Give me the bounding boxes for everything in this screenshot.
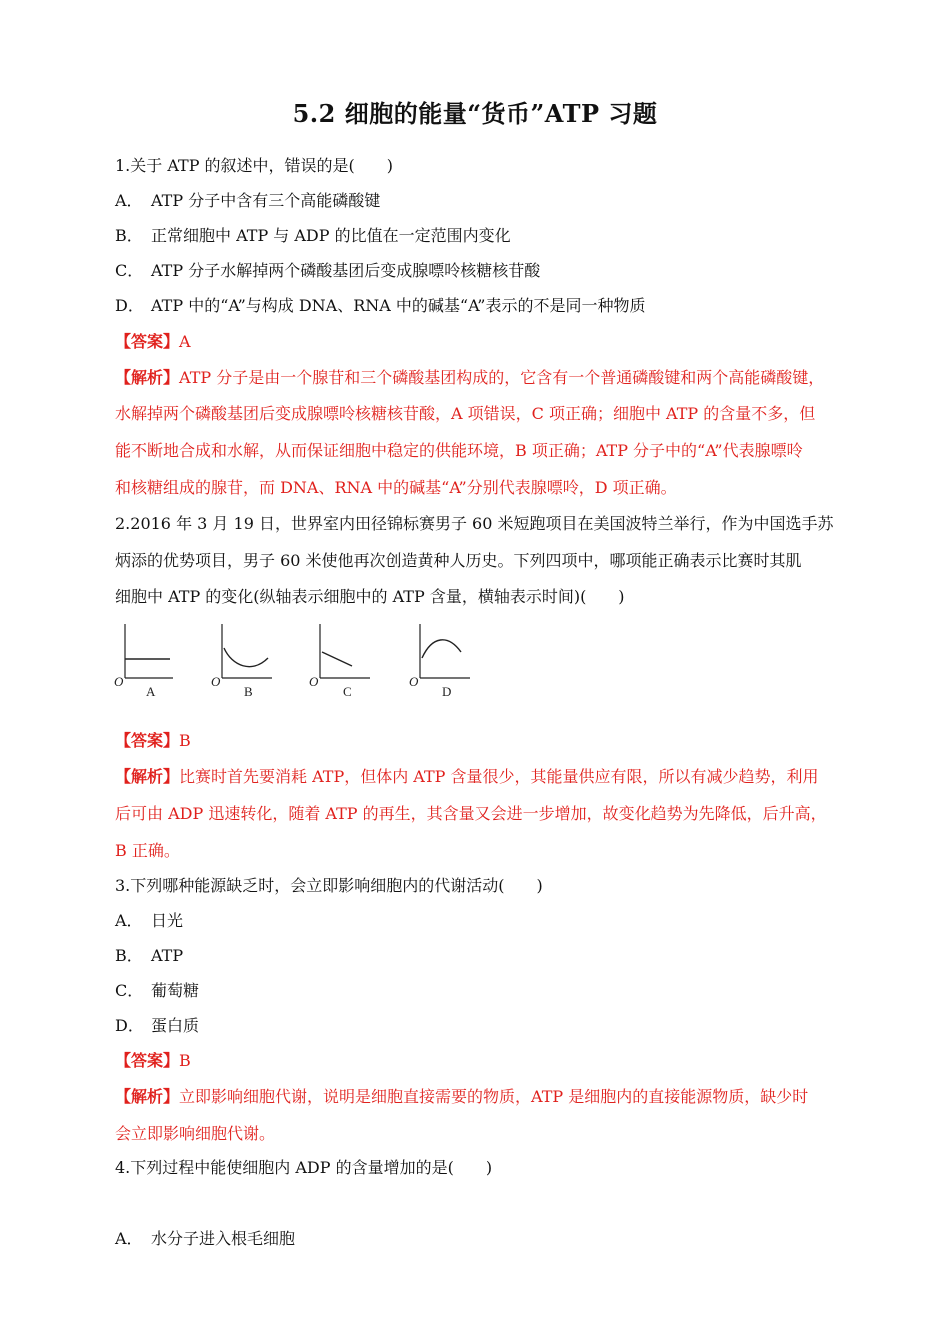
- q2-analysis-line: 后可由 ADP 迅速转化，随着 ATP 的再生，其含量又会进一步增加，故变化趋势为先降低，后升高，: [115, 804, 827, 823]
- q1-option-b: B． 正常细胞中 ATP 与 ADP 的比值在一定范围内变化: [115, 226, 511, 245]
- graph-label: D: [442, 684, 452, 699]
- q2-stem-line: 炳添的优势项目，男子 60 米使他再次创造黄种人历史。下列四项中，哪项能正确表示比赛时其肌: [115, 551, 802, 570]
- atp-curve: [224, 648, 268, 667]
- q1-stem: 1.关于 ATP 的叙述中，错误的是( ): [115, 156, 394, 175]
- page-title: 5.2 细胞的能量“货币”ATP 习题: [292, 99, 658, 128]
- q1-analysis-line: 和核糖组成的腺苷，而 DNA、RNA 中的碱基“A”分别代表腺嘌呤，D 项正确。: [115, 478, 677, 497]
- q1-analysis-line: 【解析】ATP 分子是由一个腺苷和三个磷酸基团构成的，它含有一个普通磷酸键和两个高能磷酸键，: [115, 368, 825, 387]
- q1-analysis-line: 水解掉两个磷酸基团后变成腺嘌呤核糖核苷酸，A 项错误，C 项正确；细胞中 ATP 的含量不多，但: [115, 404, 816, 423]
- graph-label: A: [146, 684, 156, 699]
- q3-stem: 3.下列哪种能源缺乏时，会立即影响细胞内的代谢活动( ): [115, 876, 543, 895]
- q2-stem-line: 细胞中 ATP 的变化(纵轴表示细胞中的 ATP 含量，横轴表示时间)( ): [115, 587, 625, 606]
- atp-curve: [322, 652, 352, 666]
- q1-answer: 【答案】A: [115, 332, 191, 351]
- origin-label: O: [309, 674, 319, 689]
- q1-option-c: C． ATP 分子水解掉两个磷酸基团后变成腺嘌呤核糖核苷酸: [115, 261, 541, 280]
- graph-d: [409, 624, 470, 699]
- q3-analysis-line: 会立即影响细胞代谢。: [115, 1124, 276, 1143]
- origin-label: O: [409, 674, 419, 689]
- q4-stem: 4.下列过程中能使细胞内 ADP 的含量增加的是( ): [115, 1158, 493, 1177]
- graph-label: C: [343, 684, 352, 699]
- q3-option-c: C． 葡萄糖: [115, 981, 200, 1000]
- origin-label: O: [211, 674, 221, 689]
- q3-option-a: A． 日光: [115, 911, 184, 930]
- q2-analysis-line: 【解析】比赛时首先要消耗 ATP，但体内 ATP 含量很少，其能量供应有限，所以有减少趋势，利用: [115, 767, 819, 786]
- q2-answer: 【答案】B: [115, 731, 191, 750]
- q4-option-a: A． 水分子进入根毛细胞: [115, 1229, 296, 1248]
- q2-stem-line: 2.2016 年 3 月 19 日，世界室内田径锦标赛男子 60 米短跑项目在美国波特兰举行，作为中国选手苏: [115, 514, 834, 533]
- q1-option-a: A． ATP 分子中含有三个高能磷酸键: [115, 191, 381, 210]
- origin-label: O: [114, 674, 124, 689]
- q1-option-d: D． ATP 中的“A”与构成 DNA、RNA 中的碱基“A”表示的不是同一种物质: [115, 296, 646, 315]
- graph-label: B: [244, 684, 253, 699]
- graph-c: [309, 624, 370, 699]
- graph-b: [211, 624, 272, 699]
- atp-graphs-figure: [0, 622, 950, 702]
- q3-option-d: D． 蛋白质: [115, 1016, 200, 1035]
- q2-analysis-line: B 正确。: [115, 841, 180, 860]
- q3-answer: 【答案】B: [115, 1051, 191, 1070]
- atp-curve: [422, 640, 461, 658]
- q3-analysis-line: 【解析】立即影响细胞代谢，说明是细胞直接需要的物质，ATP 是细胞内的直接能源物质，缺少时: [115, 1087, 809, 1106]
- q1-analysis-line: 能不断地合成和水解，从而保证细胞中稳定的供能环境，B 项正确；ATP 分子中的“A”代表腺嘌呤: [115, 441, 803, 460]
- graph-a: [114, 624, 173, 699]
- q3-option-b: B． ATP: [115, 946, 184, 965]
